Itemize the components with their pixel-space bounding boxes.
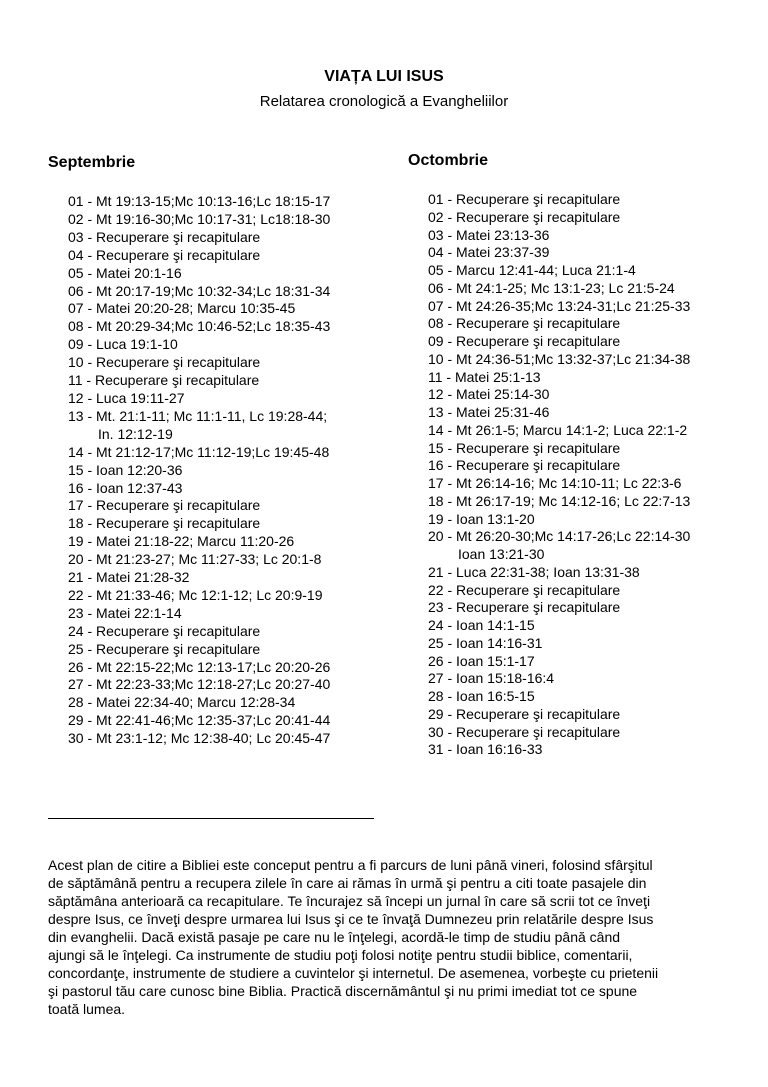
reading-item: 20 - Mt 26:20-30;Mc 14:17-26;Lc 22:14-30 bbox=[428, 528, 691, 545]
reading-item: 10 - Recuperare şi recapitulare bbox=[68, 354, 261, 371]
reading-item: 31 - Ioan 16:16-33 bbox=[428, 741, 543, 758]
footer-line: şi pastorul tău care cunosc bine Biblia. Practică discernământul şi nu primi imediat tot ce spune bbox=[48, 983, 638, 999]
reading-item: 01 - Mt 19:13-15;Mc 10:13-16;Lc 18:15-17 bbox=[68, 193, 331, 209]
footer-line: săptămâna anterioară ca recapitulare. Te încurajez să începi un jurnal în care să scrii tot ce înveţi bbox=[48, 893, 651, 909]
reading-item: 21 - Matei 21:28-32 bbox=[68, 569, 190, 586]
reading-item: 03 - Matei 23:13-36 bbox=[428, 226, 550, 243]
reading-item: 18 - Mt 26:17-19; Mc 14:12-16; Lc 22:7-13 bbox=[428, 492, 691, 509]
reading-item: 08 - Recuperare şi recapitulare bbox=[428, 315, 621, 332]
reading-item: 27 - Mt 22:23-33;Mc 12:18-27;Lc 20:27-40 bbox=[68, 676, 331, 693]
reading-item: 10 - Mt 24:36-51;Mc 13:32-37;Lc 21:34-38 bbox=[428, 350, 691, 367]
footer-line: de săptămână pentru a recupera zilele în care ai rămas în urmă şi pentru a citi toate pasajele din bbox=[48, 875, 647, 891]
reading-item: 04 - Recuperare şi recapitulare bbox=[68, 246, 261, 263]
reading-item: 11 - Recuperare şi recapitulare bbox=[68, 372, 260, 389]
reading-item: 02 - Mt 19:16-30;Mc 10:17-31; Lc18:18-30 bbox=[68, 210, 331, 227]
reading-item: 16 - Ioan 12:37-43 bbox=[68, 479, 183, 496]
reading-item: 04 - Matei 23:37-39 bbox=[428, 244, 550, 261]
reading-item: Ioan 13:21-30 bbox=[458, 546, 545, 562]
reading-item: 16 - Recuperare şi recapitulare bbox=[428, 457, 621, 474]
october-reading-list bbox=[428, 191, 690, 759]
reading-item: 30 - Recuperare şi recapitulare bbox=[428, 723, 621, 740]
reading-item: 12 - Matei 25:14-30 bbox=[428, 386, 550, 403]
reading-item: 15 - Ioan 12:20-36 bbox=[68, 461, 183, 478]
reading-item: 25 - Recuperare şi recapitulare bbox=[68, 640, 261, 657]
reading-item: 08 - Mt 20:29-34;Mc 10:46-52;Lc 18:35-43 bbox=[68, 318, 331, 335]
reading-item: 17 - Recuperare şi recapitulare bbox=[68, 497, 261, 514]
reading-item: 29 - Recuperare şi recapitulare bbox=[428, 705, 621, 722]
reading-item: 24 - Ioan 14:1-15 bbox=[428, 617, 535, 633]
reading-item: 13 - Matei 25:31-46 bbox=[428, 404, 550, 420]
reading-item: 14 - Mt 26:1-5; Marcu 14:1-2; Luca 22:1-2 bbox=[428, 421, 688, 438]
footer-line: Acest plan de citire a Bibliei este conceput pentru a fi parcurs de luni până vineri, folosind sfârşitul bbox=[48, 857, 653, 873]
reading-item: 19 - Matei 21:18-22; Marcu 11:20-26 bbox=[68, 533, 295, 550]
footer-line: din evanghelii. Dacă există pasaje pe care nu le înţelegi, acordă-le timp de studiu până când bbox=[48, 929, 621, 945]
reading-item: 22 - Mt 21:33-46; Mc 12:1-12; Lc 20:9-19 bbox=[68, 586, 323, 603]
reading-item: 23 - Matei 22:1-14 bbox=[68, 604, 182, 621]
page-title: VIAȚA LUI ISUS bbox=[324, 68, 444, 85]
reading-item: 07 - Mt 24:26-35;Mc 13:24-31;Lc 21:25-33 bbox=[428, 297, 691, 314]
reading-item: 15 - Recuperare şi recapitulare bbox=[428, 439, 621, 456]
reading-item: 06 - Mt 24:1-25; Mc 13:1-23; Lc 21:5-24 bbox=[428, 279, 675, 296]
reading-item: 30 - Mt 23:1-12; Mc 12:38-40; Lc 20:45-47 bbox=[68, 730, 331, 747]
footnote-divider bbox=[48, 818, 374, 819]
reading-item: 22 - Recuperare şi recapitulare bbox=[428, 581, 621, 598]
footer-line: concordanţe, instrumente de studiere a cuvintelor şi internetul. De asemenea, vorbeşte cu prietenii bbox=[48, 965, 659, 981]
reading-item: 28 - Matei 22:34-40; Marcu 12:28-34 bbox=[68, 694, 296, 711]
reading-item: 02 - Recuperare şi recapitulare bbox=[428, 208, 621, 225]
reading-item: 27 - Ioan 15:18-16:4 bbox=[428, 670, 555, 687]
reading-item: 13 - Mt. 21:1-11; Mc 11:1-11, Lc 19:28-44; bbox=[68, 407, 328, 424]
reading-item: 28 - Ioan 16:5-15 bbox=[428, 688, 535, 704]
reading-item: 12 - Luca 19:11-27 bbox=[68, 389, 185, 406]
reading-item: In. 12:12-19 bbox=[98, 425, 173, 442]
september-heading: Septembrie bbox=[48, 154, 136, 171]
reading-item: 09 - Luca 19:1-10 bbox=[68, 336, 178, 353]
reading-item: 21 - Luca 22:31-38; Ioan 13:31-38 bbox=[428, 563, 640, 580]
reading-item: 01 - Recuperare şi recapitulare bbox=[428, 191, 621, 207]
reading-item: 11 - Matei 25:1-13 bbox=[428, 368, 541, 385]
reading-item: 17 - Mt 26:14-16; Mc 14:10-11; Lc 22:3-6 bbox=[428, 475, 682, 491]
footer-line: toată lumea. bbox=[48, 1001, 126, 1017]
reading-item: 23 - Recuperare şi recapitulare bbox=[428, 599, 621, 616]
reading-item: 07 - Matei 20:20-28; Marcu 10:35-45 bbox=[68, 300, 296, 317]
october-heading: Octombrie bbox=[408, 152, 489, 169]
reading-item: 09 - Recuperare şi recapitulare bbox=[428, 333, 621, 349]
reading-item: 18 - Recuperare şi recapitulare bbox=[68, 515, 261, 532]
page-subtitle: Relatarea cronologică a Evangheliilor bbox=[259, 93, 509, 110]
reading-item: 29 - Mt 22:41-46;Mc 12:35-37;Lc 20:41-44 bbox=[68, 712, 331, 729]
reading-item: 24 - Recuperare şi recapitulare bbox=[68, 622, 261, 639]
september-reading-list bbox=[68, 193, 330, 748]
reading-item: 14 - Mt 21:12-17;Mc 11:12-19;Lc 19:45-48 bbox=[68, 443, 330, 460]
reading-item: 03 - Recuperare şi recapitulare bbox=[68, 228, 261, 245]
reading-item: 20 - Mt 21:23-27; Mc 11:27-33; Lc 20:1-8 bbox=[68, 551, 322, 568]
footer-line: despre Isus, ce înveţi despre urmarea lui Isus şi ce te învaţă Dumnezeu prin relatările despre Isus bbox=[48, 911, 654, 927]
reading-item: 19 - Ioan 13:1-20 bbox=[428, 510, 535, 527]
reading-item: 06 - Mt 20:17-19;Mc 10:32-34;Lc 18:31-34 bbox=[68, 282, 331, 299]
reading-item: 26 - Ioan 15:1-17 bbox=[428, 652, 535, 669]
reading-item: 05 - Marcu 12:41-44; Luca 21:1-4 bbox=[428, 262, 636, 278]
reading-item: 25 - Ioan 14:16-31 bbox=[428, 634, 543, 651]
reading-item: 26 - Mt 22:15-22;Mc 12:13-17;Lc 20:20-26 bbox=[68, 658, 331, 675]
footer-line: ajungi să le înţelegi. Ca instrumente de studiu poţi folosi notiţe pentru studii biblice, comentarii, bbox=[48, 947, 633, 963]
reading-item: 05 - Matei 20:1-16 bbox=[68, 264, 182, 281]
footer-paragraph bbox=[48, 856, 738, 1018]
